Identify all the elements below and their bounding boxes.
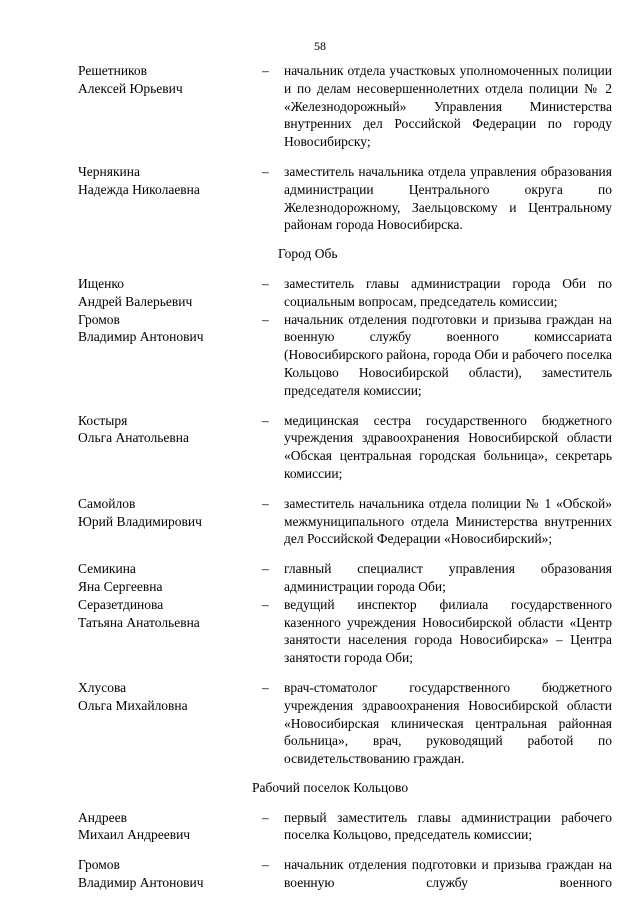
member-given-name: Яна Сергеевна [78, 578, 163, 594]
dash-separator: – [262, 412, 269, 428]
member-name [78, 495, 262, 548]
page-number: 58 [314, 39, 326, 53]
member-entry [78, 412, 612, 483]
member-entry [78, 495, 612, 548]
member-role: медицинская сестра государственного бюджетного учреждения здравоохранения Новосибирской области «Обская центральная городская больница», секретарь комиссии; [284, 412, 612, 481]
member-role: врач-стоматолог государственного бюджетного учреждения здравоохранения Новосибирской области «Новосибирская клиническая центральная районная больница», врач, руководящий работой по освидетельствованию граждан. [284, 679, 612, 767]
dash-separator: – [262, 561, 269, 577]
section-heading-koltsovo: Рабочий поселок Кольцово [252, 779, 409, 795]
member-surname: Костыря [78, 412, 128, 428]
member-surname: Громов [78, 857, 120, 873]
member-entry [78, 856, 612, 892]
dash-separator: – [262, 495, 269, 511]
member-name [78, 412, 262, 483]
dash-separator: – [262, 809, 269, 825]
member-role: начальник отделения подготовки и призыва граждан на военную службу военного комиссариата (Новосибирского района, города Оби и рабочего поселка Кольцово Новосибирской области), заместитель председателя комиссии; [284, 311, 612, 398]
dash-separator: – [262, 63, 269, 78]
member-surname: Решетников [78, 63, 148, 78]
member-role: первый заместитель главы администрации рабочего поселка Кольцово, председатель комиссии; [284, 809, 612, 843]
member-name [78, 856, 262, 892]
member-given-name: Юрий Владимирович [78, 513, 202, 529]
member-name [78, 275, 262, 311]
member-role: заместитель начальника отдела полиции № 1 «Обской» межмуниципального отдела Министерства внутренних дел Российской Федерации «Новосибирский»; [284, 495, 612, 547]
member-name [78, 163, 262, 234]
member-role: ведущий инспектор филиала государственного казенного учреждения Новосибирской области «Центр занятости населения города Новосибирска» – Центра занятости города Оби; [284, 596, 612, 666]
member-surname: Самойлов [78, 495, 136, 511]
member-role: главный специалист управления образования администрации города Оби; [284, 561, 612, 594]
member-name [78, 596, 262, 667]
member-name [78, 809, 262, 845]
dash-separator: – [262, 679, 269, 695]
member-given-name: Михаил Андреевич [78, 827, 191, 843]
dash-separator: – [262, 275, 269, 291]
member-given-name: Ольга Михайловна [78, 697, 188, 713]
member-surname: Серазетдинова [78, 596, 164, 612]
member-entry [78, 560, 612, 596]
member-entry [78, 809, 612, 845]
member-entry [78, 62, 612, 151]
member-surname: Хлусова [78, 679, 127, 695]
member-role: заместитель начальника отдела управления образования администрации Центрального округа по Железнодорожному, Заельцовскому и Центральному районам города Новосибирска. [284, 163, 612, 233]
member-entry [78, 311, 612, 400]
member-name [78, 679, 262, 768]
member-name [78, 560, 262, 596]
member-given-name: Алексей Юрьевич [78, 80, 183, 96]
member-surname: Семикина [78, 561, 136, 577]
dash-separator: – [262, 163, 269, 179]
member-role: начальник отдела участковых уполномоченных полиции и по делам несовершеннолетних отдела полиции № 2 «Железнодорожный» Управления Министерства внутренних дел Российской Федерации по городу Новосибирску; [284, 63, 612, 150]
section-heading-ob: Город Обь [278, 246, 338, 262]
member-role: заместитель главы администрации города Оби по социальным вопросам, председатель комиссии; [284, 275, 612, 309]
dash-separator: – [262, 857, 269, 873]
member-given-name: Андрей Валерьевич [78, 293, 193, 309]
member-given-name: Надежда Николаевна [78, 181, 200, 197]
commission-list [78, 62, 612, 904]
dash-separator: – [262, 596, 269, 612]
member-entry [78, 596, 612, 667]
member-given-name: Владимир Антонович [78, 329, 204, 345]
member-surname: Громов [78, 311, 120, 327]
member-given-name: Татьяна Анатольевна [78, 614, 200, 630]
member-name [78, 62, 262, 151]
member-given-name: Владимир Антонович [78, 875, 204, 891]
dash-separator: – [262, 311, 269, 327]
member-entry [78, 679, 612, 768]
member-entry [78, 163, 612, 234]
member-role: начальник отделения подготовки и призыва граждан на военную службу военного [284, 857, 612, 891]
member-entry [78, 275, 612, 311]
member-surname: Чернякина [78, 163, 140, 179]
member-surname: Ищенко [78, 275, 124, 291]
member-name [78, 311, 262, 400]
member-given-name: Ольга Анатольевна [78, 430, 189, 446]
member-surname: Андреев [78, 809, 127, 825]
